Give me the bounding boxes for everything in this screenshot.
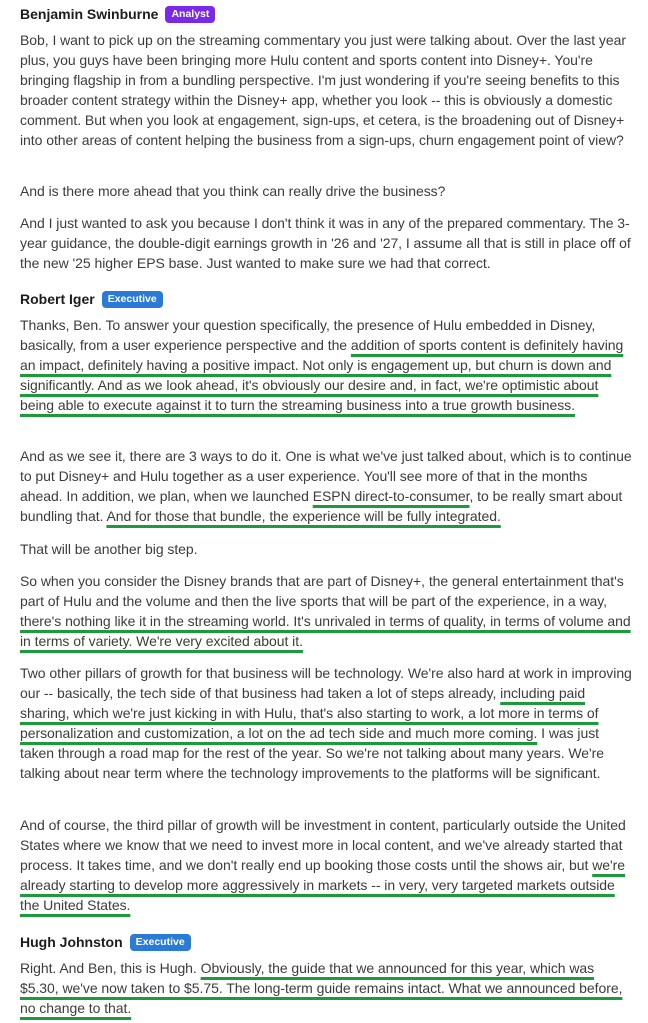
speaker2-paragraph-3 <box>20 539 632 559</box>
plain-text: I was just taken through a road map for the rest of the year. So we're not talking about many years. We're talking about near term where the technology improvements to the platforms will be significant. <box>20 725 604 781</box>
plain-text: So when you consider the Disney brands that are part of Disney+, the general entertainment that's part of Hulu and the volume and then the live sports that will be part of the experience, in a way, <box>20 573 624 609</box>
highlighted-text[interactable]: ESPN direct-to-consumer <box>312 488 470 504</box>
speaker-name[interactable]: Benjamin Swinburne <box>20 6 159 22</box>
paragraph-text <box>20 571 632 651</box>
highlighted-text[interactable]: Obviously, the guide that we announced for this year, which was $5.30, we've now taken to $5.75. The long-term guide remains intact. What we announced before, no change to that. <box>20 960 623 1016</box>
highlighted-text[interactable]: including paid sharing, which we're just kicking in with Hulu, that's also starting to work, a lot more in terms of personalization and customization, a lot on the ad tech side and much more coming. <box>20 685 599 741</box>
speaker2-paragraph-6 <box>20 815 632 915</box>
speaker3-paragraph-1 <box>20 958 632 1018</box>
speaker1-paragraph-3 <box>20 213 632 273</box>
role-badge-executive: Executive <box>130 934 191 951</box>
highlighted-text[interactable]: we're already starting to develop more aggressively in markets -- in very, very targeted markets outside the United States. <box>20 857 625 913</box>
speaker-header-benjamin-swinburne <box>20 2 215 26</box>
highlighted-text[interactable]: there's nothing like it in the streaming world. It's unrivaled in terms of quality, in terms of volume and in terms of variety. We're very excited about it. <box>20 613 631 649</box>
paragraph-text: Bob, I want to pick up on the streaming commentary you just were talking about. Over the last year plus, you guys have been bringing more Hulu content and sports content into Disney+. You're bringing flagship in from a bundling perspective. I'm just wondering if you're seeing benefits to this broader content strategy within the Disney+ app, whether you look -- this is obviously a domestic comment. But when you look at engagement, sign-ups, et cetera, is the broadening out of Disney+ into other areas of content helping the business from a sign-ups, churn engagement point of view? <box>20 32 626 148</box>
speaker-header-robert-iger <box>20 287 163 311</box>
plain-text: Right. And Ben, this is Hugh. <box>20 960 201 976</box>
paragraph-text <box>20 315 632 415</box>
speaker2-paragraph-1 <box>20 315 632 415</box>
plain-text: And of course, the third pillar of growth will be investment in content, particularly outside the United States where we know that we need to invest more in local content, and we've already started that process. It takes time, and we don't really end up booking those costs until the shows air, but <box>20 817 626 873</box>
paragraph-text: That will be another big step. <box>20 541 198 557</box>
plain-text: And as we see it, there are 3 ways to do it. One is what we've just talked about, which is to continue to put Disney+ and Hulu together as a user experience. You'll see more of that in the months ahead. In addition, we plan, when we launched <box>20 448 632 504</box>
speaker1-paragraph-1 <box>20 30 632 150</box>
speaker2-paragraph-4 <box>20 571 632 651</box>
paragraph-text <box>20 815 632 915</box>
role-badge-executive: Executive <box>102 291 163 308</box>
speaker-name[interactable]: Robert Iger <box>20 291 95 307</box>
paragraph-text: And I just wanted to ask you because I don't think it was in any of the prepared commentary. The 3-year guidance, the double-digit earnings growth in '26 and '27, I assume all that is still in place off of the new '25 higher EPS base. Just wanted to make sure we had that correct. <box>20 215 631 271</box>
speaker1-paragraph-2 <box>20 181 632 201</box>
plain-text: Thanks, Ben. To answer your question specifically, the presence of Hulu embedded in Disney, basically, from a user experience perspective and the <box>20 317 596 353</box>
highlighted-text[interactable]: And for those that bundle, the experience will be fully integrated. <box>106 508 501 524</box>
speaker2-paragraph-2 <box>20 446 632 526</box>
paragraph-text: And is there more ahead that you think can really drive the business? <box>20 183 446 199</box>
highlighted-text[interactable]: addition of sports content is definitely having an impact, definitely having a positive impact. Not only is engagement up, but churn is down and significantly. And as we look ahead, it's obviously our desire and, in fact, we're optimistic about being able to execute against it to turn the streaming business into a true growth business. <box>20 337 624 413</box>
speaker-header-hugh-johnston <box>20 930 191 954</box>
plain-text: Two other pillars of growth for that business will be technology. We're also hard at work in improving our -- basically, the tech side of that business had taken a lot of steps already, <box>20 665 632 701</box>
paragraph-text <box>20 446 632 526</box>
speaker2-paragraph-5 <box>20 663 632 783</box>
role-badge-analyst: Analyst <box>165 6 215 23</box>
paragraph-text <box>20 663 632 783</box>
plain-text: , to be really smart about bundling that. <box>20 488 623 524</box>
paragraph-text <box>20 958 632 1018</box>
speaker-name[interactable]: Hugh Johnston <box>20 934 123 950</box>
